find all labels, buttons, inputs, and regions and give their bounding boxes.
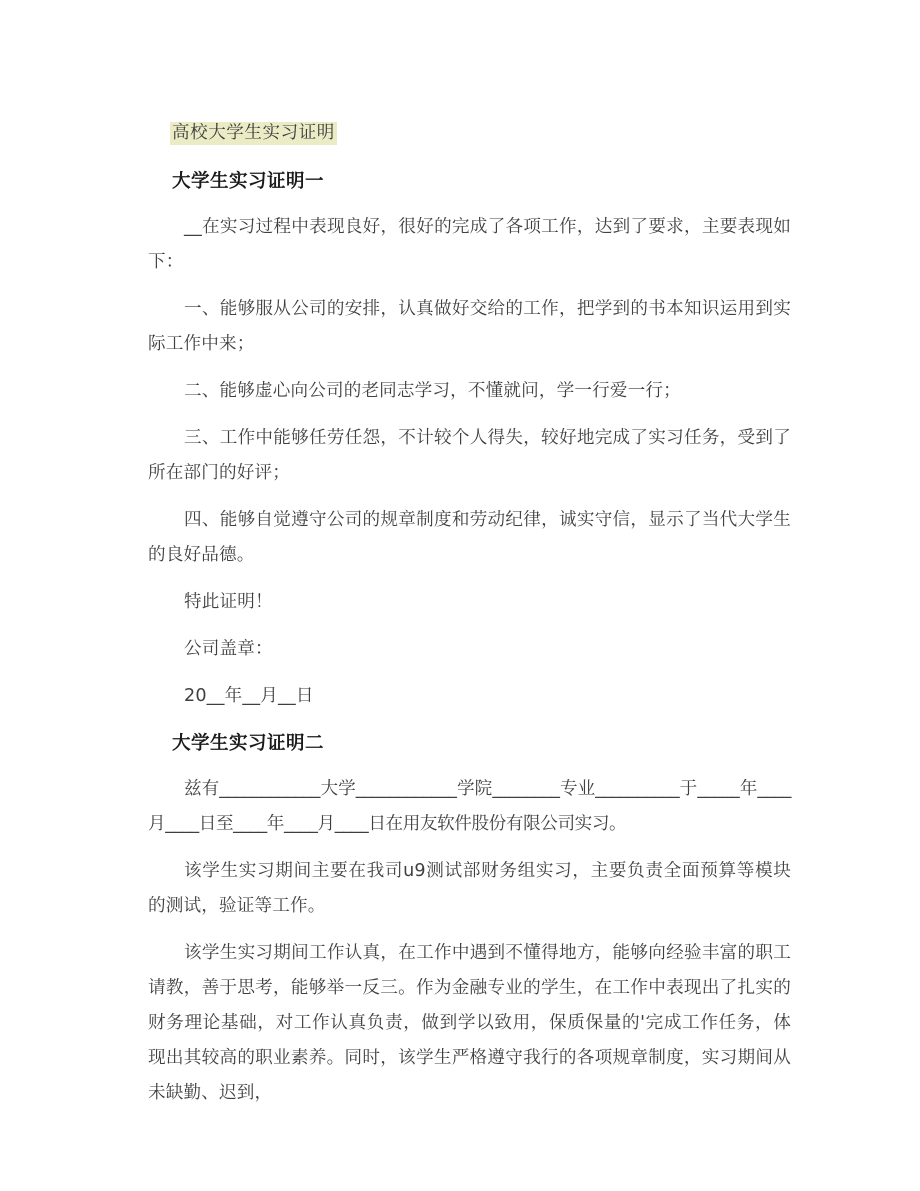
section-one-paragraph-item-1: 一、能够服从公司的安排，认真做好交给的工作，把学到的书本知识运用到实际工作中来； [148, 299, 791, 354]
document-title-text: 高校大学生实习证明 [172, 123, 335, 143]
section-one-certify-line: 特此证明！ [184, 592, 273, 612]
section-two-paragraph-evaluation: 该学生实习期间工作认真，在工作中遇到不懂得地方，能够向经验丰富的职工请教，善于思考，能够举一反三。作为金融专业的学生，在工作中表现出了扎实的财务理论基础，对工作认真负责，做到学以致用，保质保量的'完成工作任务，体现出其较高的职业素养。同时，该学生严格遵守我行的各项规章制度，实习期间从未缺勤、迟到， [148, 943, 791, 1103]
document-title [148, 118, 791, 148]
section-one-company-seal-line: 公司盖章： [184, 639, 273, 659]
section-one-paragraph-item-2: 二、能够虚心向公司的老同志学习，不懂就问，学一行爱一行； [184, 381, 681, 401]
section-one-paragraph-intro: __在实习过程中表现良好，很好的完成了各项工作，达到了要求，主要表现如下： [148, 217, 791, 272]
document-body [148, 118, 791, 1123]
section-one-paragraph-item-3: 三、工作中能够任劳任怨，不计较个人得失，较好地完成了实习任务，受到了所在部门的好评； [148, 428, 791, 483]
section-two-paragraph-duties: 该学生实习期间主要在我司u9测试部财务组实习，主要负责全面预算等模块的测试，验证等工作。 [148, 861, 791, 916]
section-one-paragraph-item-4: 四、能够自觉遵守公司的规章制度和劳动纪律，诚实守信，显示了当代大学生的良好品德。 [148, 510, 791, 565]
section-heading-two: 大学生实习证明二 [172, 733, 325, 754]
section-heading-one: 大学生实习证明一 [172, 171, 325, 192]
section-two-paragraph-blanks: 兹有____________大学____________学院________专业__________于_____年____月____日至____年____月____日在用友软件股份有限公司实习。 [148, 779, 791, 834]
section-one-date-line: 20__年__月__日 [184, 686, 314, 706]
